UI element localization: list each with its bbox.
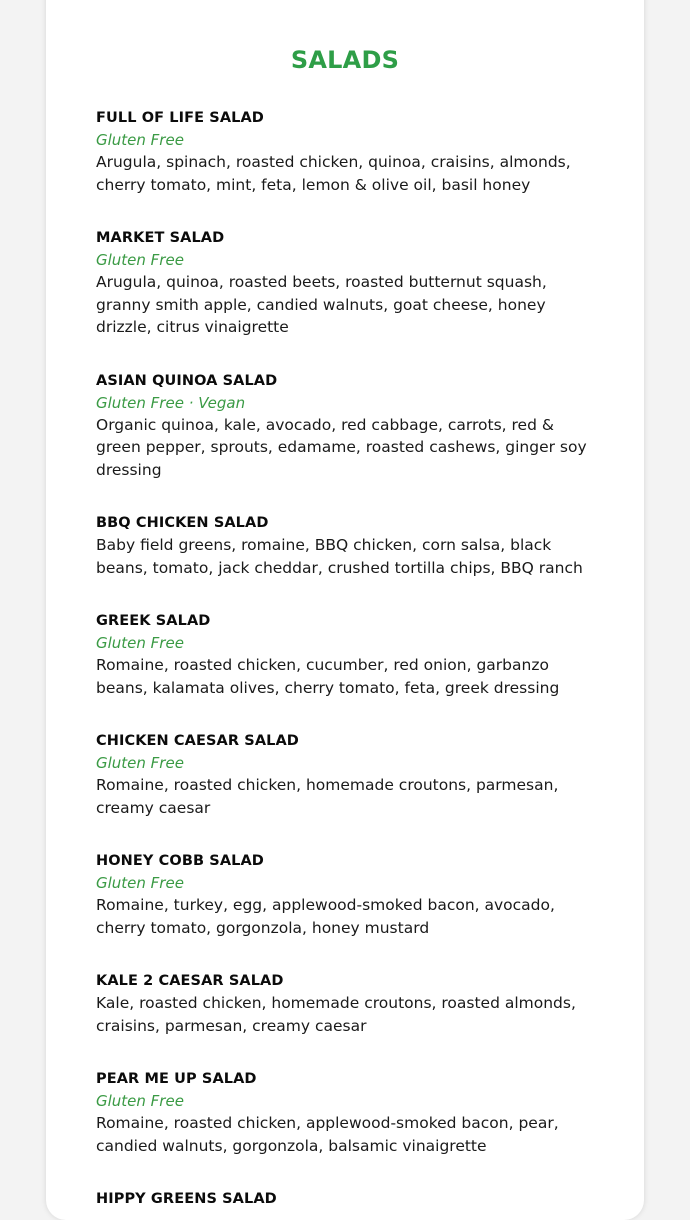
menu-item — [96, 107, 594, 196]
item-name: ASIAN QUINOA SALAD — [96, 372, 278, 389]
item-name: CHICKEN CAESAR SALAD — [96, 733, 299, 749]
menu-item — [96, 730, 594, 819]
menu-item — [96, 610, 594, 699]
menu-card — [46, 0, 644, 1220]
item-description: Organic quinoa, kale, avocado, red cabbage, carrots, red & green pepper, sprouts, edamame, roasted cashews, ginger soy dressing — [96, 415, 587, 479]
item-name: HONEY COBB SALAD — [96, 853, 264, 869]
item-description: Romaine, roasted chicken, homemade croutons, parmesan, creamy caesar — [96, 776, 559, 817]
menu-item — [96, 1068, 594, 1157]
item-description: Kale, roasted chicken, homemade croutons, roasted almonds, craisins, parmesan, creamy caesar — [96, 994, 576, 1035]
item-name: HIPPY GREENS SALAD — [96, 1191, 277, 1207]
menu-item — [96, 227, 594, 339]
menu-item — [96, 512, 594, 579]
item-dietary-tags: Gluten Free — [96, 634, 184, 652]
item-description: Arugula, quinoa, roasted beets, roasted butternut squash, granny smith apple, candied walnuts, goat cheese, honey drizzle, citrus vinaigrette — [96, 273, 547, 336]
item-name: FULL OF LIFE SALAD — [96, 110, 264, 126]
menu-list — [96, 107, 594, 1210]
item-dietary-tags: Gluten Free — [96, 131, 184, 149]
menu-item — [96, 850, 594, 939]
item-dietary-tags: Gluten Free — [96, 1092, 184, 1110]
item-dietary-tags: Gluten Free — [96, 251, 184, 269]
item-description: Arugula, spinach, roasted chicken, quinoa, craisins, almonds, cherry tomato, mint, feta, lemon & olive oil, basil honey — [96, 153, 571, 194]
menu-item — [96, 370, 594, 482]
menu-item — [96, 1188, 594, 1210]
item-name: PEAR ME UP SALAD — [96, 1071, 257, 1087]
item-name: MARKET SALAD — [96, 230, 225, 246]
menu-item — [96, 970, 594, 1037]
item-description: Romaine, turkey, egg, applewood-smoked bacon, avocado, cherry tomato, gorgonzola, honey mustard — [96, 896, 555, 937]
item-description: Romaine, roasted chicken, cucumber, red onion, garbanzo beans, kalamata olives, cherry tomato, feta, greek dressing — [96, 656, 560, 697]
item-description: Baby field greens, romaine, BBQ chicken, corn salsa, black beans, tomato, jack cheddar, crushed tortilla chips, BBQ ranch — [96, 536, 583, 577]
item-name: GREEK SALAD — [96, 613, 211, 629]
item-name: KALE 2 CAESAR SALAD — [96, 973, 284, 989]
item-name: BBQ CHICKEN SALAD — [96, 515, 269, 531]
item-dietary-tags: Gluten Free · Vegan — [96, 393, 246, 412]
section-title: SALADS — [290, 46, 400, 74]
item-dietary-tags: Gluten Free — [96, 754, 184, 772]
item-description: Romaine, roasted chicken, applewood-smoked bacon, pear, candied walnuts, gorgonzola, balsamic vinaigrette — [96, 1114, 559, 1155]
item-dietary-tags: Gluten Free — [96, 874, 184, 892]
